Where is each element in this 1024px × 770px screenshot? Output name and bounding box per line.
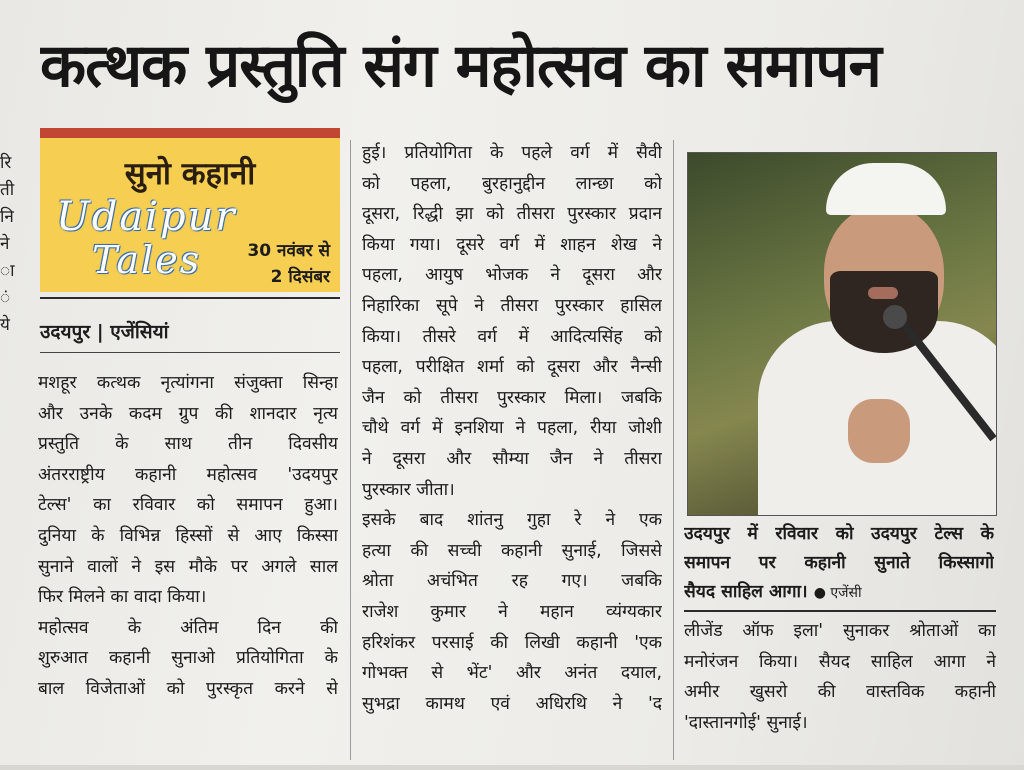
logo-title: सुनो कहानी bbox=[124, 156, 256, 192]
article-line: निहारिका सूपे ने तीसरा पुरस्कार हासिल bbox=[362, 295, 662, 316]
edge-fragment: ं bbox=[0, 288, 11, 308]
article-line: शुरुआत कहानी सुनाओ प्रतियोगिता के bbox=[38, 648, 338, 669]
article-column-2 bbox=[362, 138, 662, 719]
edge-fragment: रि bbox=[0, 153, 12, 173]
article-line: मनोरंजन किया। सैयद साहिल आगा ने bbox=[684, 651, 996, 672]
article-column-1 bbox=[38, 368, 338, 705]
column-divider bbox=[673, 140, 674, 760]
article-line: इसके बाद शांतनु गुहा रे ने एक bbox=[362, 510, 662, 531]
article-line: टेल्स' का रविवार को समापन हुआ। bbox=[38, 495, 338, 516]
column-divider bbox=[350, 140, 351, 760]
article-line: फिर मिलने का वादा किया। bbox=[38, 587, 207, 608]
photo-caption bbox=[684, 520, 994, 607]
caption-text: सैयद साहिल आगा। bbox=[684, 582, 808, 602]
dateline: उदयपुर | एजेंसियां bbox=[40, 321, 169, 343]
article-line: दुनिया के विभिन्न हिस्सों से आए किस्सा bbox=[38, 525, 338, 546]
headline: कत्थक प्रस्तुति संग महोत्सव का समापन bbox=[40, 31, 881, 101]
article-line: महोत्सव के अंतिम दिन की bbox=[38, 617, 338, 638]
article-line: सुभद्रा कामथ एवं अधिरथि ने 'द bbox=[362, 693, 662, 714]
festival-dates bbox=[247, 238, 330, 290]
article-line: किया गया। दूसरे वर्ग में शाहन शेख ने bbox=[362, 234, 662, 255]
article-line: पहला, आयुष भोजक ने दूसरा और bbox=[362, 265, 662, 286]
article-line: लीजेंड ऑफ इला' सुनाकर श्रोताओं का bbox=[684, 621, 996, 641]
article-line: हुई। प्रतियोगिता के पहले वर्ग में सैवी bbox=[362, 143, 662, 163]
article-line: ने दूसरा और सौम्या जैन ने तीसरा bbox=[362, 448, 662, 469]
article-line: जैन को तीसरा पुरस्कार मिला। जबकि bbox=[362, 387, 662, 408]
article-line: और उनके कदम ग्रुप की शानदार नृत्य bbox=[38, 403, 338, 424]
article-line: मशहूर कत्थक नृत्यांगना संजुक्ता सिन्हा bbox=[38, 373, 338, 393]
edge-fragment: ने bbox=[0, 234, 10, 254]
article-line: किया। तीसरे वर्ग में आदित्यसिंह को bbox=[362, 326, 662, 347]
storyteller-photo bbox=[687, 152, 997, 516]
caption-line bbox=[684, 578, 994, 607]
article-line: हत्या की सच्ची कहानी सुनाई, जिससे bbox=[362, 540, 662, 561]
article-line: बाल विजेताओं को पुरस्कृत करने से bbox=[38, 678, 338, 699]
edge-fragment: ये bbox=[0, 315, 10, 335]
article-line: गोभक्त से भेंट' और अनंत दयाल, bbox=[362, 663, 662, 684]
article-column-3 bbox=[684, 616, 996, 738]
article-line: श्रोता अचंभित रह गए। जबकि bbox=[362, 571, 662, 592]
edge-fragment: ा bbox=[0, 261, 15, 281]
udaipur-tales-logo-box bbox=[40, 128, 340, 292]
page-bottom-edge bbox=[0, 765, 1024, 770]
article-line: पहला, परीक्षित शर्मा को दूसरा और नैन्सी bbox=[362, 357, 662, 378]
logo-brand-line1: Udaipur bbox=[56, 194, 237, 240]
article-line: अंतरराष्ट्रीय कहानी महोत्सव 'उदयपुर bbox=[38, 464, 338, 485]
photo-mouth bbox=[868, 287, 898, 299]
article-line: चौथे वर्ग में इनशिया ने पहला, रीया जोशी bbox=[362, 418, 662, 439]
article-line: हरिशंकर परसाई की लिखी कहानी 'एक bbox=[362, 632, 662, 653]
festival-dates-start: 30 नवंबर से bbox=[247, 241, 330, 261]
caption-line: समापन पर कहानी सुनाते किस्सागो bbox=[684, 553, 994, 573]
article-line: अमीर खुसरो की वास्तविक कहानी bbox=[684, 682, 996, 703]
article-line: 'दास्तानगोई' सुनाई। bbox=[684, 712, 808, 733]
adjacent-article-edge bbox=[0, 150, 20, 339]
article-line: दूसरा, रिद्धी झा को तीसरा पुरस्कार प्रदान bbox=[362, 204, 662, 225]
article-line: पुरस्कार जीता। bbox=[362, 479, 455, 500]
article-line: को पहला, बुरहानुद्दीन लान्छा को bbox=[362, 173, 662, 194]
divider bbox=[40, 352, 340, 353]
photo-hand bbox=[848, 399, 910, 463]
divider bbox=[684, 610, 996, 612]
article-line: प्रस्तुति के साथ तीन दिवसीय bbox=[38, 434, 338, 455]
caption-credit: ● एजेंसी bbox=[813, 585, 862, 601]
article-line: राजेश कुमार ने महान व्यंग्यकार bbox=[362, 601, 662, 622]
caption-line: उदयपुर में रविवार को उदयपुर टेल्स के bbox=[684, 524, 994, 544]
edge-fragment: नि bbox=[0, 207, 14, 227]
festival-dates-end: 2 दिसंबर bbox=[270, 267, 330, 287]
edge-fragment: ती bbox=[0, 180, 15, 200]
microphone-icon bbox=[883, 305, 907, 329]
photo-cap bbox=[826, 163, 946, 215]
divider bbox=[40, 297, 340, 299]
article-line: सुनाने वालों ने इस मौके पर अगले साल bbox=[38, 556, 338, 577]
logo-brand-line2: Tales bbox=[92, 238, 202, 282]
